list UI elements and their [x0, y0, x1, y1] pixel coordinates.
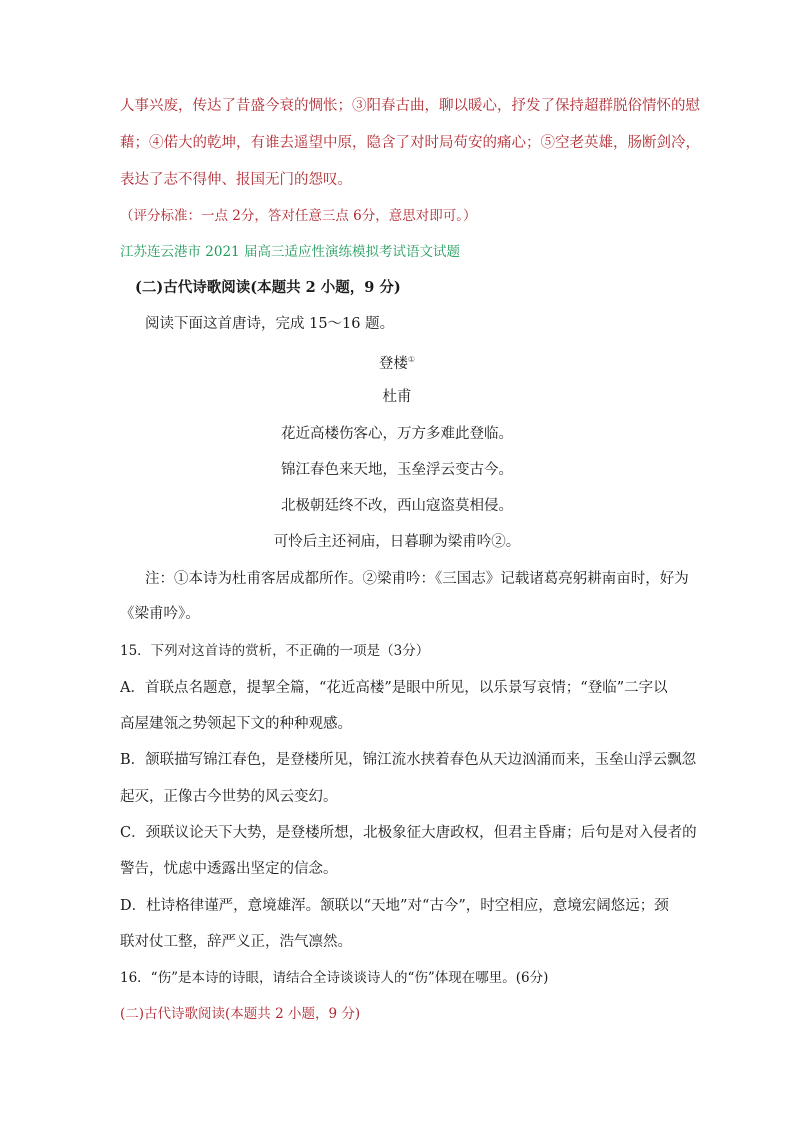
poem-line-1: 花近高楼伤客心，万方多难此登临。	[281, 426, 513, 442]
q16-stem: 16．“伤”是本诗的诗眼，请结合全诗谈谈诗人的“伤”体现在哪里。(6分)	[120, 970, 549, 986]
poem-title-footnote-mark: ①	[407, 355, 416, 364]
q15-option-c-line-1: C．颈联议论天下大势，是登楼所想，北极象征大唐政权，但君主昏庸；后句是对入侵者的	[120, 825, 697, 841]
poem-line-4: 可怜后主还祠庙，日暮聊为梁甫吟②。	[273, 534, 521, 550]
q15-option-b-line-2: 起灭，正像古今世势的风云变幻。	[120, 789, 338, 805]
scoring-criteria: （评分标准：一点 2分，答对任意三点 6分，意思对即可。）	[120, 208, 477, 224]
poem-line-3: 北极朝廷终不改，西山寇盗莫相侵。	[281, 498, 513, 514]
answer-line-3: 表达了志不得伸、报国无门的怨叹。	[120, 172, 352, 188]
note-line-1: 注：①本诗为杜甫客居成都所作。②梁甫吟：《三国志》记载诸葛亮躬耕南亩时，好为	[145, 571, 689, 587]
section2-heading: (二)古代诗歌阅读(本题共 2 小题，9 分)	[120, 1006, 361, 1022]
q15-option-d-line-2: 联对仗工整，辞严义正，浩气凛然。	[120, 934, 352, 950]
poem-title	[0, 350, 794, 374]
poem-line-2: 锦江春色来天地，玉垒浮云变古今。	[281, 462, 513, 478]
poem-author: 杜甫	[382, 389, 412, 405]
q15-stem: 15．下列对这首诗的赏析，不正确的一项是（3分）	[120, 643, 430, 659]
q15-option-b-line-1: B．颔联描写锦江春色，是登楼所见，锦江流水挟着春色从天边汹涌而来，玉垒山浮云飘忽	[120, 752, 697, 768]
answer-line-1: 人事兴废，传达了昔盛今衰的惆怅；③阳春古曲，聊以暖心，抒发了保持超群脱俗情怀的慰	[120, 98, 700, 114]
q15-option-a-line-2: 高屋建瓴之势领起下文的种种观感。	[120, 716, 352, 732]
poem-title-text: 登楼	[378, 356, 408, 372]
note-line-2: 《梁甫吟》。	[120, 606, 200, 622]
answer-line-2: 藉；④偌大的乾坤，有谁去遥望中原，隐含了对时局苟安的痛心；⑤空老英雄，肠断剑冷，	[120, 135, 700, 151]
q15-option-a-line-1: A．首联点名题意，提挈全篇，“花近高楼”是眼中所见，以乐景写哀情；“登临”二字以	[120, 680, 668, 696]
section-instruction: 阅读下面这首唐诗，完成 15～16 题。	[145, 316, 395, 332]
q15-option-d-line-1: D．杜诗格律谨严，意境雄浑。颔联以“天地”对“古今”，时空相应，意境宏阔悠远；颈	[120, 898, 669, 914]
section-heading: (二)古代诗歌阅读(本题共 2 小题，9 分)	[135, 279, 401, 296]
source-title: 江苏连云港市 2021 届高三适应性演练模拟考试语文试题	[120, 244, 460, 260]
q15-option-c-line-2: 警告，忧虑中透露出坚定的信念。	[120, 861, 338, 877]
